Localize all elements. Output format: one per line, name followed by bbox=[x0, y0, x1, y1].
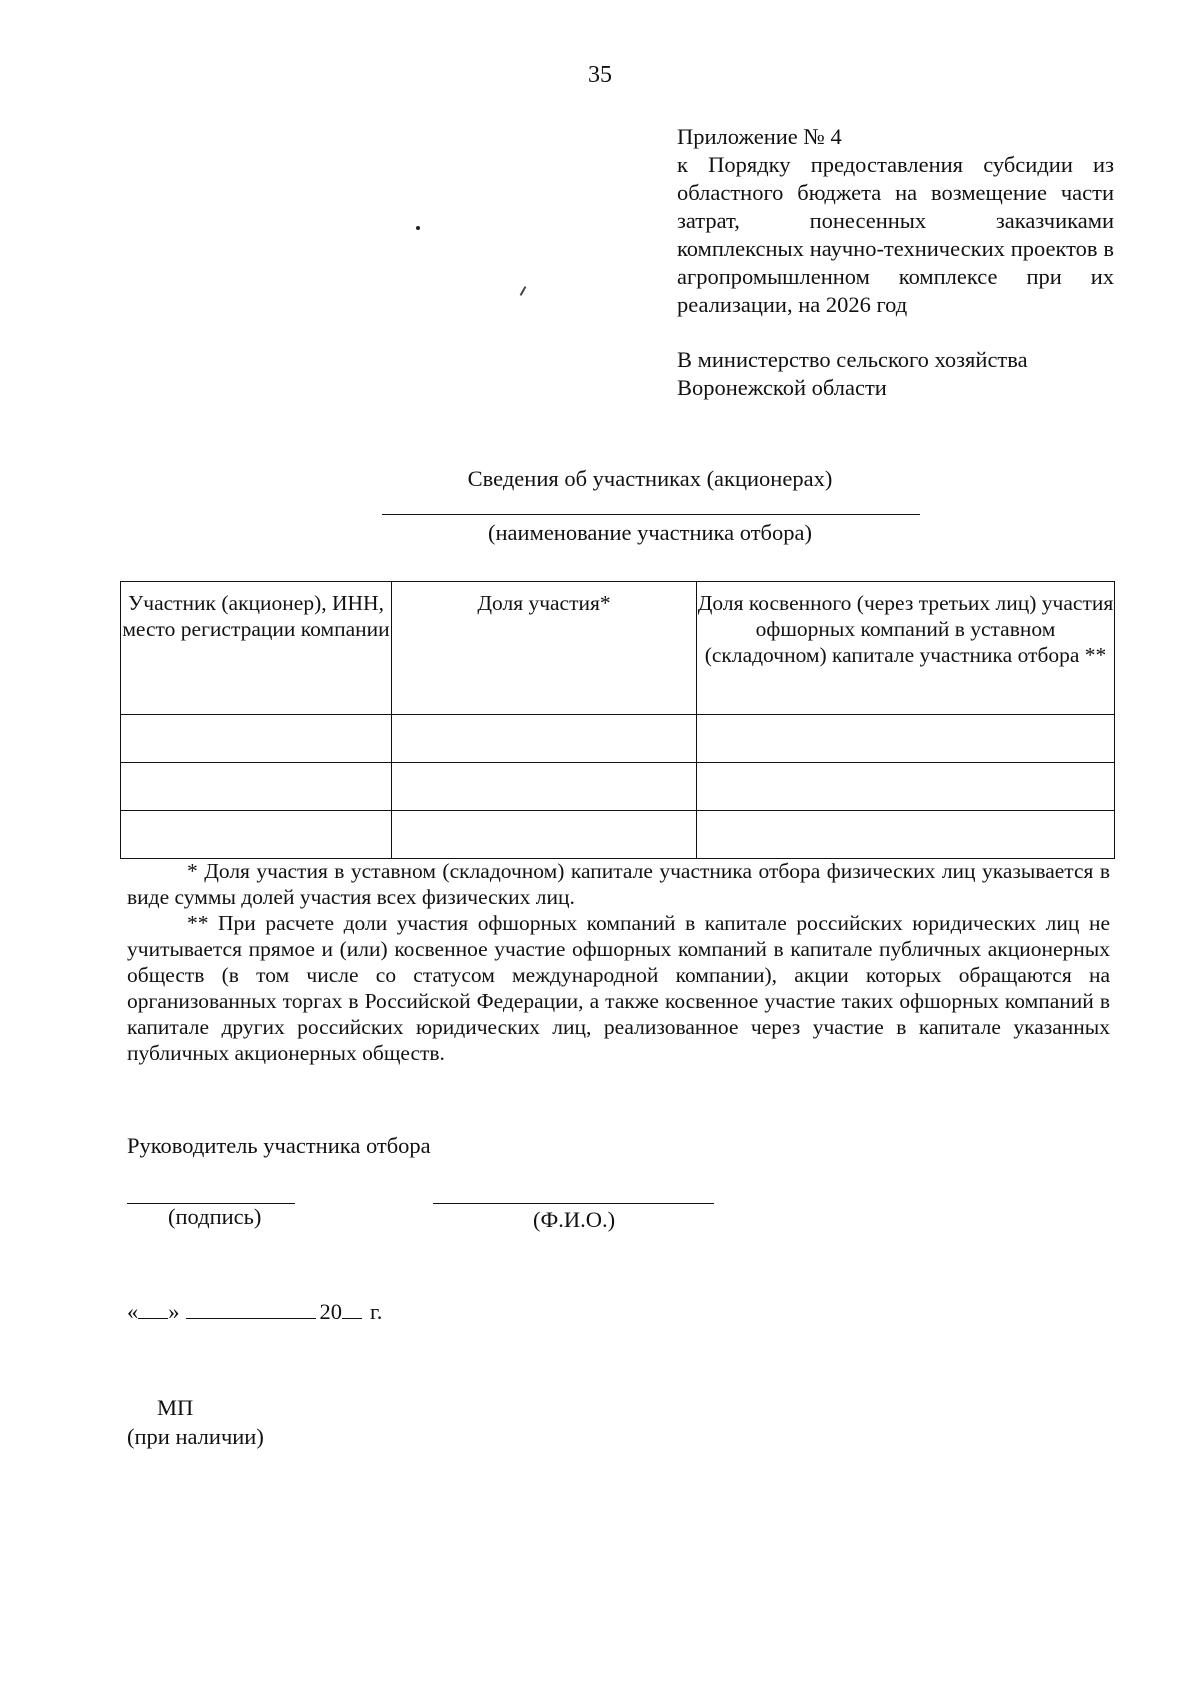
table-header-row bbox=[121, 582, 1115, 715]
header-offshore-share: Доля косвенного (через третьих лиц) участия офшорных компаний в уставном (складочном) капитале участника отбора ** bbox=[697, 582, 1115, 715]
date-year-prefix: 20 bbox=[319, 1299, 342, 1324]
scan-stroke-mark bbox=[520, 286, 527, 296]
table-cell[interactable] bbox=[392, 763, 697, 811]
date-close-quote: » bbox=[168, 1299, 180, 1324]
date-open-quote: « bbox=[127, 1299, 139, 1324]
appendix-title: Приложение № 4 bbox=[677, 124, 842, 149]
participant-name-field-line[interactable] bbox=[382, 514, 920, 515]
table-cell[interactable] bbox=[392, 715, 697, 763]
seal-note: (при наличии) bbox=[127, 1424, 264, 1449]
date-row bbox=[127, 1298, 382, 1325]
seal-mark: МП bbox=[157, 1395, 194, 1420]
table-row bbox=[121, 715, 1115, 763]
addressee-line-1: В министерство сельского хозяйства bbox=[677, 347, 1028, 372]
head-label: Руководитель участника отбора bbox=[127, 1133, 431, 1158]
date-year-suffix: г. bbox=[370, 1299, 383, 1324]
table-row bbox=[121, 811, 1115, 859]
table-cell[interactable] bbox=[697, 715, 1115, 763]
seal-block bbox=[127, 1393, 264, 1451]
form-title: Сведения об участниках (акционерах) bbox=[467, 466, 833, 491]
table-cell[interactable] bbox=[697, 811, 1115, 859]
appendix-text: к Порядку предоставления субсидии из областного бюджета на возмещение части затрат, понесенных заказчиками комплексных научно-технических проектов в агропромышленном комплексе при их реализации, на 2026 год bbox=[677, 152, 1114, 317]
header-share: Доля участия* bbox=[392, 582, 697, 715]
addressee-block bbox=[677, 346, 1114, 402]
table-cell[interactable] bbox=[697, 763, 1115, 811]
table-cell[interactable] bbox=[392, 811, 697, 859]
page-number: 35 bbox=[588, 62, 612, 88]
addressee-line-2: Воронежской области bbox=[677, 375, 887, 400]
table-row bbox=[121, 763, 1115, 811]
scan-dot-mark bbox=[416, 226, 420, 230]
participant-name-caption: (наименование участника отбора) bbox=[488, 520, 812, 545]
header-participant: Участник (акционер), ИНН, место регистрации компании bbox=[121, 582, 392, 715]
participants-table bbox=[120, 581, 1115, 859]
date-day-field[interactable] bbox=[138, 1298, 168, 1319]
footnote-share: * Доля участия в уставном (складочном) капитале участника отбора физических лиц указывается в виде суммы долей участия всех физических лиц. bbox=[127, 859, 1110, 909]
table-cell[interactable] bbox=[121, 811, 392, 859]
fio-field-line[interactable] bbox=[433, 1203, 714, 1204]
fio-caption: (Ф.И.О.) bbox=[533, 1207, 616, 1232]
signature-caption: (подпись) bbox=[168, 1204, 262, 1229]
footnote-offshore: ** При расчете доли участия офшорных компаний в капитале российских юридических лиц не учитывается прямое и (или) косвенное участие офшорных компаний в капитале публичных акционерных обществ (в том числе со статусом международной компании), акции которых обращаются на организованных торгах в Российской Федерации, а также косвенное участие таких офшорных компаний в капитале других российских юридических лиц, реализованное через участие в капитале указанных публичных акционерных обществ. bbox=[127, 911, 1110, 1065]
table-cell[interactable] bbox=[121, 715, 392, 763]
footnotes bbox=[127, 858, 1110, 1066]
appendix-block bbox=[677, 123, 1114, 319]
table-cell[interactable] bbox=[121, 763, 392, 811]
date-month-field[interactable] bbox=[186, 1298, 316, 1319]
date-year-field[interactable] bbox=[342, 1298, 362, 1319]
